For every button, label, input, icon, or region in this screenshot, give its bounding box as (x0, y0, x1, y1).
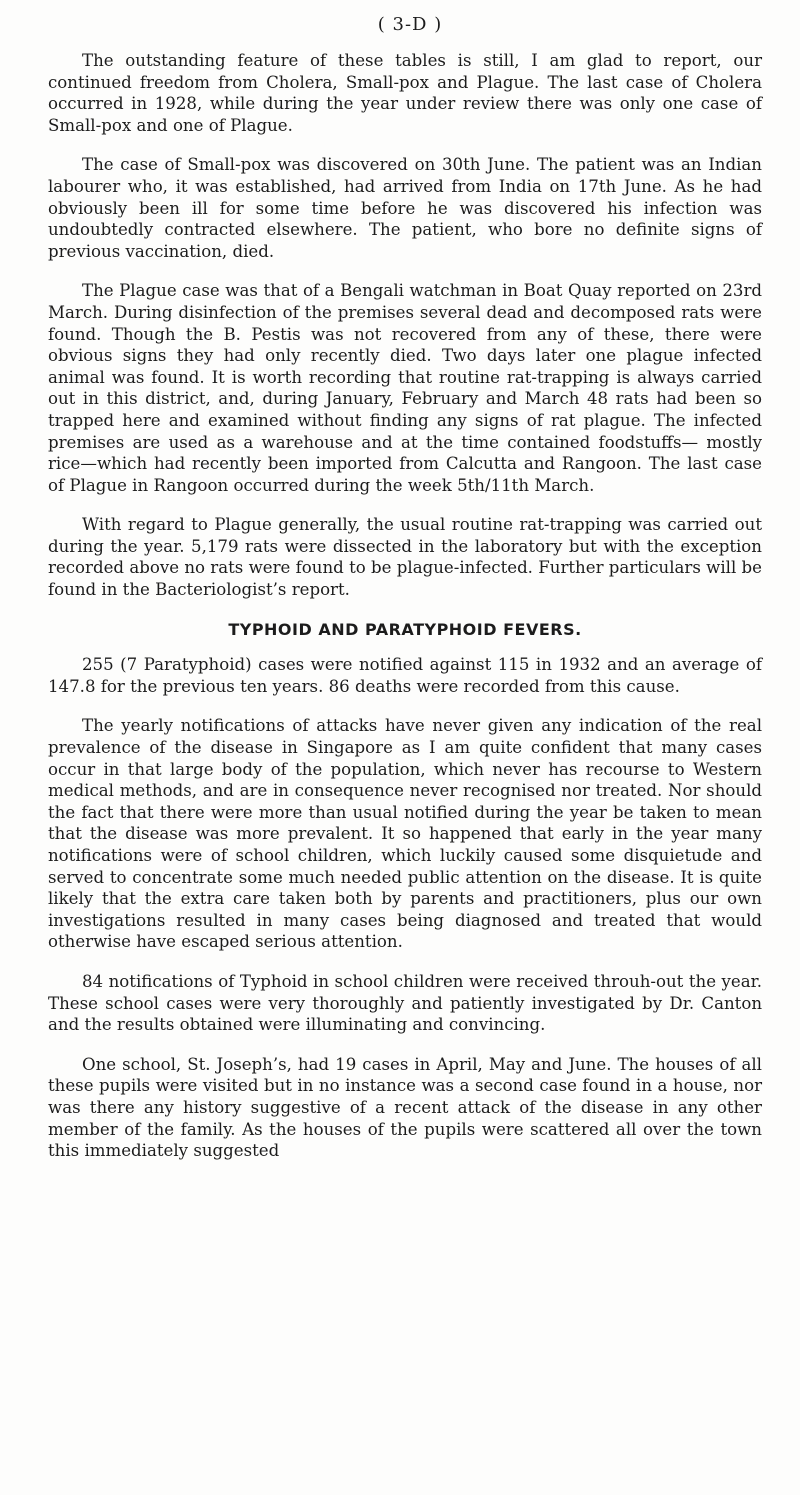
page-number: ( 3-D ) (377, 14, 443, 35)
paragraph-school-notifications: 84 notifications of Typhoid in school children were received throuh-out the year. These school cases were very thoroughly and patiently investigated by Dr. Canton and the results obtained were illuminating and convincing. (48, 971, 762, 1035)
paragraph-smallpox-case: The case of Small-pox was discovered on 30th June. The patient was an Indian labourer who, it was established, had arrived from India on 17th June. As he had obviously been ill for some time before he was discovered his infection was undoubtedly contracted elsewhere. The patient, who bore no definite signs of previous vaccination, died. (48, 155, 762, 261)
paragraph-typhoid-prevalence: The yearly notifications of attacks have never given any indication of the real prevalence of the disease in Singapore as I am quite confident that many cases occur in that large body of the population, which never has recourse to Western medical methods, and are in consequence never recognised nor treated. Nor should the fact that there were more than usual notified during the year be taken to mean that the disease was more prevalent. It so happened that early in the year many notifications were of school children, which luckily caused some disquietude and served to concentrate some much needed public attention on the disease. It is quite likely that the extra care taken both by parents and practitioners, plus our own investigations resulted in many cases being diagnosed and treated that would otherwise have escaped serious attention. (48, 716, 762, 952)
paragraph-st-josephs: One school, St. Joseph’s, had 19 cases in April, May and June. The houses of all these pupils were visited but in no instance was a second case found in a house, nor was there any history suggestive of a recent attack of the disease in any other member of the family. As the houses of the pupils were scattered all over the town this immediately suggested (48, 1054, 762, 1161)
section-heading-typhoid: TYPHOID AND PARATYPHOID FEVERS. (228, 619, 582, 639)
paragraph-cholera-smallpox-plague: The outstanding feature of these tables is still, I am glad to report, our continued freedom from Cholera, Small-pox and Plague. The last case of Cholera occurred in 1928, while during the year under review there was only one case of Small-pox and one of Plague. (48, 51, 762, 135)
paragraph-plague-case: The Plague case was that of a Bengali watchman in Boat Quay reported on 23rd March. During disinfection of the premises several dead and decomposed rats were found. Though the B. Pestis was not recovered from any of these, there were obvious signs they had only recently died. Two days later one plague infected animal was found. It is worth recording that routine rat-trapping is always carried out in this district, and, during January, February and March 48 rats had been so trapped here and examined without finding any signs of rat plague. The infected premises are used as a warehouse and at the time contained foodstuffs— mostly rice—which had recently been imported from Calcutta and Rangoon. The last case of Plague in Rangoon occurred during the week 5th/11th March. (48, 281, 762, 495)
paragraph-plague-general: With regard to Plague generally, the usual routine rat-trapping was carried out during the year. 5,179 rats were dissected in the laboratory but with the exception recorded above no rats were found to be plague-infected. Further particulars will be found in the Bacteriologist’s report. (48, 515, 762, 600)
document-body (48, 50, 762, 1180)
paragraph-typhoid-cases: 255 (7 Paratyphoid) cases were notified against 115 in 1932 and an average of 147.8 for the previous ten years. 86 deaths were recorded from this cause. (48, 655, 762, 696)
